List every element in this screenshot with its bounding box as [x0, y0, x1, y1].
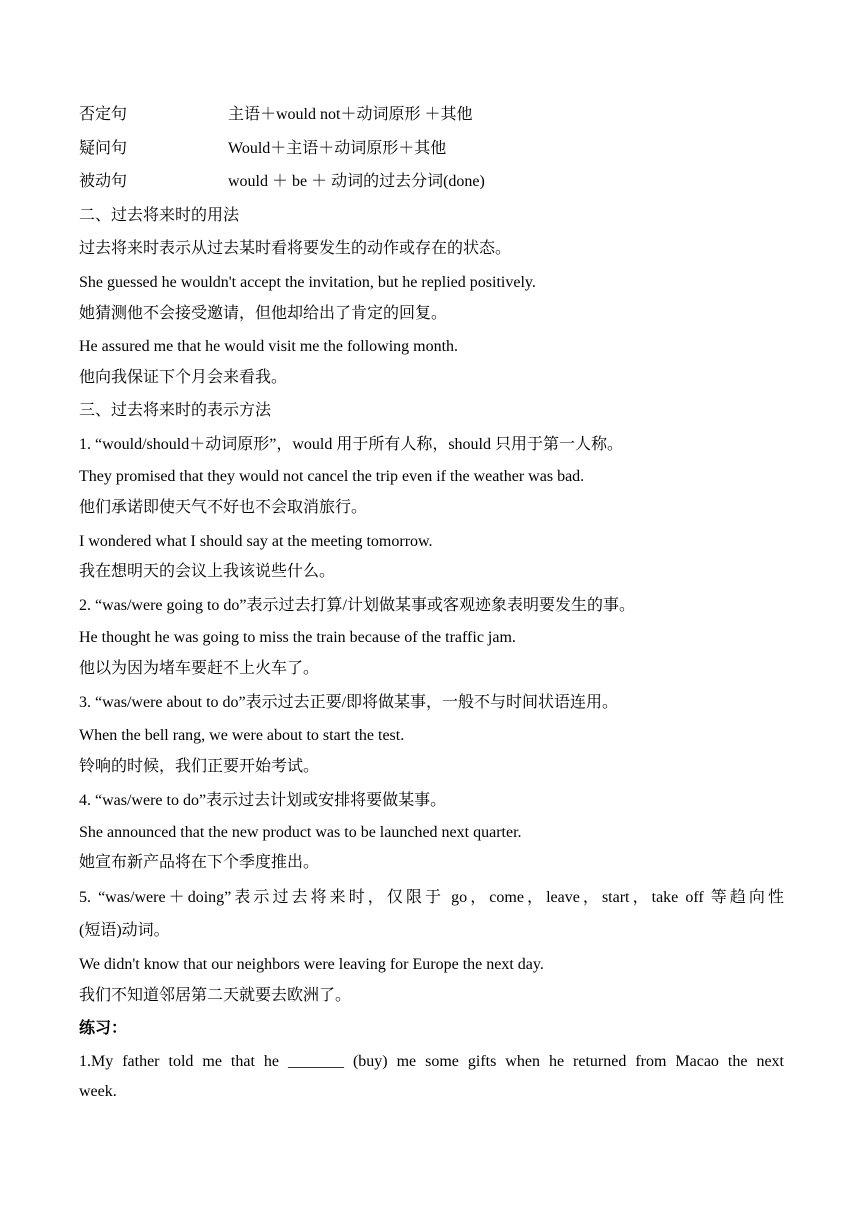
rule-5-line1: 5. “was/were＋doing”表示过去将来时，仅限于 go，come，leave，start，take off 等趋向性: [79, 889, 784, 906]
example-zh: 他以为因为堵车要赶不上火车了。: [79, 660, 320, 677]
form-formula: would ＋ be ＋ 动词的过去分词(done): [228, 173, 485, 190]
practice-question-1-line2: week.: [79, 1083, 117, 1100]
rule-5-line2: (短语)动词。: [79, 922, 170, 939]
example-en: They promised that they would not cancel the trip even if the weather was bad.: [79, 468, 585, 485]
example-zh: 她宣布新产品将在下个季度推出。: [79, 854, 320, 871]
section2-definition: 过去将来时表示从过去某时看将要发生的动作或存在的状态。: [79, 240, 512, 257]
section2-heading: 二、过去将来时的用法: [79, 207, 240, 224]
rule-4: 4. “was/were to do”表示过去计划或安排将要做某事。: [79, 792, 447, 809]
example-zh: 她猜测他不会接受邀请，但他却给出了肯定的回复。: [79, 305, 448, 322]
rule-2: 2. “was/were going to do”表示过去打算/计划做某事或客观迹象表明要发生的事。: [79, 597, 635, 614]
form-type: 否定句: [79, 106, 128, 123]
example-en: He thought he was going to miss the train because of the traffic jam.: [79, 629, 516, 646]
example-zh: 我在想明天的会议上我该说些什么。: [79, 563, 336, 580]
example-en: I wondered what I should say at the meeting tomorrow.: [79, 533, 433, 550]
form-formula: Would＋主语＋动词原形＋其他: [228, 140, 447, 157]
example-zh: 他向我保证下个月会来看我。: [79, 369, 288, 386]
practice-heading: 练习：: [79, 1020, 128, 1037]
form-type: 被动句: [79, 173, 128, 190]
example-zh: 我们不知道邻居第二天就要去欧洲了。: [79, 987, 352, 1004]
section3-heading: 三、过去将来时的表示方法: [79, 402, 272, 419]
example-zh: 他们承诺即使天气不好也不会取消旅行。: [79, 499, 368, 516]
form-type: 疑问句: [79, 140, 128, 157]
rule-3: 3. “was/were about to do”表示过去正要/即将做某事，一般不与时间状语连用。: [79, 694, 619, 711]
example-en: We didn't know that our neighbors were leaving for Europe the next day.: [79, 956, 544, 973]
form-formula: 主语＋would not＋动词原形 ＋其他: [228, 106, 473, 123]
example-en: When the bell rang, we were about to start the test.: [79, 727, 405, 744]
rule-1: 1. “would/should＋动词原形”，would 用于所有人称，should 只用于第一人称。: [79, 436, 623, 453]
example-zh: 铃响的时候，我们正要开始考试。: [79, 758, 320, 775]
example-en: She guessed he wouldn't accept the invitation, but he replied positively.: [79, 274, 536, 291]
example-en: She announced that the new product was to be launched next quarter.: [79, 824, 522, 841]
practice-question-1-line1: 1.My father told me that he _______ (buy) me some gifts when he returned from Macao the next: [79, 1053, 784, 1070]
example-en: He assured me that he would visit me the following month.: [79, 338, 459, 355]
